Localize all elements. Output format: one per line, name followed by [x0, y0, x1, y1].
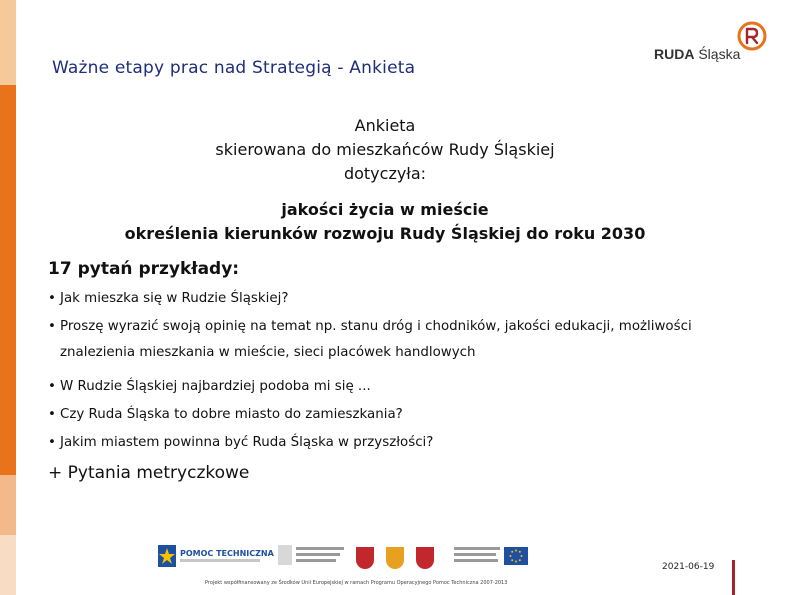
logo-text-bold: RUDA	[654, 46, 695, 62]
eagle-emblem	[278, 545, 292, 565]
focus-line-2: określenia kierunków rozwoju Rudy Śląskiej do roku 2030	[124, 224, 646, 243]
ruda-logo-icon	[736, 20, 768, 52]
logo-text-rest: Śląska	[698, 46, 741, 62]
pomoc-techniczna-logo	[158, 545, 176, 567]
side-bar-top	[0, 0, 16, 85]
intro-line-1: Ankieta	[354, 116, 416, 135]
accent-line	[732, 560, 735, 595]
eu-stars-icon	[504, 547, 528, 565]
pomoc-techniczna-text: POMOC TECHNICZNA	[180, 549, 274, 558]
coat-of-arms-3	[416, 547, 434, 569]
footer-note: Projekt współfinansowany ze Środków Unii Europejskiej w ramach Programu Operacyjnego Pomoc Techniczna 2007-2013	[205, 580, 508, 586]
star-icon	[158, 545, 176, 567]
slide-date: 2021-06-19	[662, 562, 715, 572]
slide-title: Ważne etapy prac nad Strategią - Ankieta	[52, 58, 416, 78]
intro-line-2: skierowana do mieszkańców Rudy Śląskiej	[215, 140, 555, 159]
eu-text-line	[454, 559, 498, 562]
list-item: • W Rudzie Śląskiej najbardziej podoba mi się ...	[48, 374, 748, 399]
list-item: • Jakim miastem powinna być Ruda Śląska w przyszłości?	[48, 430, 748, 455]
side-bar-bottom	[0, 535, 16, 595]
ministry-text-line	[296, 553, 340, 556]
footer-logos	[150, 535, 530, 595]
questions-label: 17 pytań przykłady:	[48, 259, 240, 279]
focus-block	[40, 198, 730, 246]
coat-of-arms-1	[356, 547, 374, 569]
intro-block	[40, 114, 730, 186]
eu-flag	[504, 547, 528, 565]
list-item: • Czy Ruda Śląska to dobre miasto do zamieszkania?	[48, 402, 748, 427]
logo-text	[654, 46, 740, 62]
intro-line-3: dotyczyła:	[343, 164, 427, 183]
focus-line-1: jakości życia w mieście	[281, 200, 489, 219]
questions-list	[48, 286, 748, 458]
ruda-slaska-logo	[654, 20, 774, 70]
eu-text-line	[454, 553, 496, 556]
coat-of-arms-2	[386, 547, 404, 569]
ministry-text-line	[296, 559, 336, 562]
list-item: • Jak mieszka się w Rudzie Śląskiej?	[48, 286, 748, 311]
pomoc-subtitle-line	[180, 559, 260, 562]
metric-questions-note: + Pytania metryczkowe	[48, 463, 250, 483]
ministry-text-line	[296, 547, 344, 550]
eu-text-line	[454, 547, 500, 550]
side-bar-middle	[0, 85, 16, 475]
list-item: • Proszę wyrazić swoją opinię na temat np. stanu dróg i chodników, jakości edukacji, możliwości znalezienia mieszkania w mieście, sieci placówek handlowych	[48, 314, 748, 366]
side-bar-lower	[0, 475, 16, 535]
